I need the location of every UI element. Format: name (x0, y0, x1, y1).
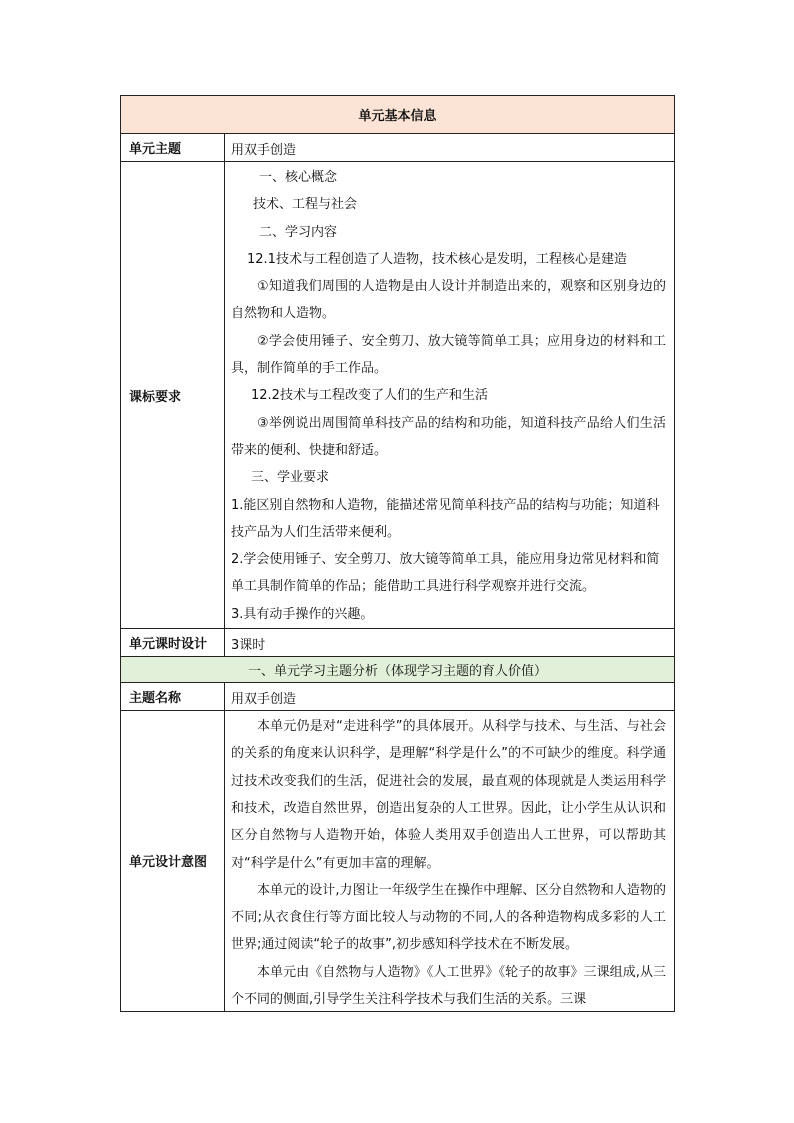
standards-line-content: 二、学习内容 (259, 224, 338, 240)
standards-req-3: 3.具有动手操作的兴趣。 (231, 606, 374, 622)
standards-row (121, 162, 675, 629)
title-row (121, 96, 675, 134)
standards-line-12-2: 12.2技术与工程改变了人们的生产和生活 (251, 388, 488, 404)
standards-line-tech: 技术、工程与社会 (253, 197, 358, 213)
standards-label: 课标要求 (121, 162, 225, 629)
design-intent-label: 单元设计意图 (121, 711, 225, 1012)
unit-theme-value: 用双手创造 (225, 134, 675, 162)
standards-req-2: 2.学会使用锤子、安全剪刀、放大镜等简单工具，能应用身边常见材料和简单工具制作简单的作品；能借助工具进行科学观察并进行交流。 (231, 552, 660, 595)
unit-theme-row (121, 134, 675, 162)
design-intent-para-2: 本单元的设计,力图让一年级学生在操作中理解、区分自然物和人造物的不同;从衣食住行等方面比较人与动物的不同,人的各种造物构成多彩的人工世界;通过阅读“轮子的故事”,初步感知科学技术在不断发展。 (231, 882, 667, 953)
design-intent-content (225, 711, 675, 1012)
design-intent-para-1: 本单元仍是对“走进科学”的具体展开。从科学与技术、与生活、与社会的关系的角度来认识科学，是理解“科学是什么”的不可缺少的维度。科学通过技术改变我们的生活，促进社会的发展，最直观的体现就是人类运用科学和技术，改造自然世界，创造出复杂的人工世界。因此，让小学生从认识和区分自然物与人造物开始，体验人类用双手创造出人工世界，可以帮助其对“科学是什么”有更加丰富的理解。 (231, 719, 667, 871)
hours-value: 3课时 (225, 629, 675, 657)
hours-label: 单元课时设计 (121, 629, 225, 657)
design-intent-para-3: 本单元由《自然物与人造物》《人工世界》《轮子的故事》三课组成,从三个不同的侧面,引导学生关注科学技术与我们生活的关系。三课 (231, 964, 667, 1008)
design-intent-row (121, 711, 675, 1012)
theme-name-label: 主题名称 (121, 683, 225, 711)
unit-theme-label: 单元主题 (121, 134, 225, 162)
hours-row (121, 629, 675, 657)
design-intent-clip (231, 713, 666, 1011)
standards-para-1: ①知道我们周围的人造物是由人设计并制造出来的，观察和区别身边的自然物和人造物。 (231, 279, 667, 322)
standards-line-core-concept: 一、核心概念 (259, 170, 338, 185)
section-header: 一、单元学习主题分析（体现学习主题的育人价值） (121, 657, 675, 683)
standards-content (225, 162, 675, 629)
standards-para-3: ③举例说出周围简单科技产品的结构和功能，知道科技产品给人们生活带来的便利、快捷和舒适。 (231, 415, 667, 458)
table-title: 单元基本信息 (121, 96, 675, 134)
unit-info-table (120, 95, 675, 1012)
standards-line-12-1: 12.1技术与工程创造了人造物，技术核心是发明，工程核心是建造 (247, 251, 627, 267)
standards-para-2: ②学会使用锤子、安全剪刀、放大镜等简单工具；应用身边的材料和工具，制作简单的手工作品。 (231, 333, 667, 377)
theme-name-value: 用双手创造 (225, 683, 675, 711)
standards-line-requirements: 三、学业要求 (251, 470, 330, 486)
section-header-row (121, 657, 675, 683)
theme-name-row (121, 683, 675, 711)
standards-req-1: 1.能区别自然物和人造物，能描述常见简单科技产品的结构与功能；知道科技产品为人们生活带来便利。 (231, 497, 660, 540)
